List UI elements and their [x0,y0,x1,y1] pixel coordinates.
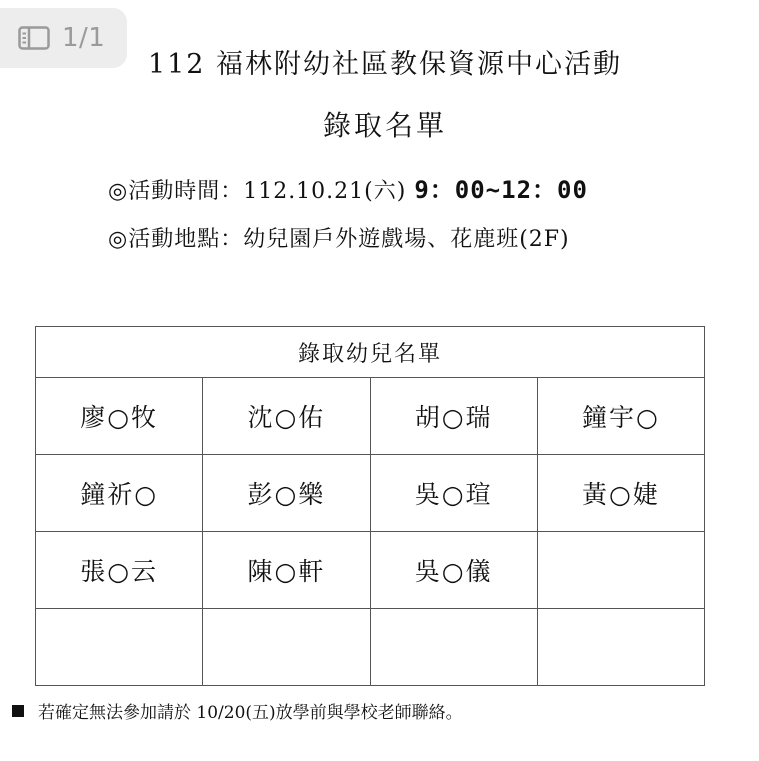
table-cell [537,609,704,686]
table-cell: 鐘祈○ [36,455,203,532]
table-cell [537,532,704,609]
table-cell [370,609,537,686]
activity-time-prefix: ◎活動時間：112.10.21(六) [108,179,415,204]
document-title: 112 福林附幼社區教保資源中心活動 [147,49,623,80]
activity-time [108,170,588,205]
table-row [36,455,705,532]
table-cell: 吳○瑄 [370,455,537,532]
table-cell: 吳○儀 [370,532,537,609]
table-cell: 彭○樂 [203,455,370,532]
table-header-row [36,327,705,378]
table-cell: 沈○佑 [203,378,370,455]
page-indicator-label: 1/1 [62,23,106,53]
activity-time-hours: 9：00~12：00 [414,176,588,204]
activity-place: ◎活動地點：幼兒園戶外遊戲場、花鹿班(2F) [108,227,570,252]
document-subtitle: 錄取名單 [322,109,447,142]
table-cell: 黃○婕 [537,455,704,532]
table-cell [203,609,370,686]
table-cell: 陳○軒 [203,532,370,609]
footnote [12,698,463,723]
table-cell: 鐘宇○ [537,378,704,455]
footnote-text: 若確定無法參加請於 10/20(五)放學前與學校老師聯絡。 [38,703,463,723]
table-cell [36,609,203,686]
table-cell: 張○云 [36,532,203,609]
table-cell: 廖○牧 [36,378,203,455]
page-list-icon [18,26,50,50]
table-row [36,378,705,455]
table-header: 錄取幼兒名單 [36,327,705,378]
square-bullet-icon [12,705,24,717]
table-row [36,532,705,609]
table-cell: 胡○瑞 [370,378,537,455]
admission-table [35,326,705,686]
page-indicator-badge[interactable] [0,8,127,68]
table-row [36,609,705,686]
